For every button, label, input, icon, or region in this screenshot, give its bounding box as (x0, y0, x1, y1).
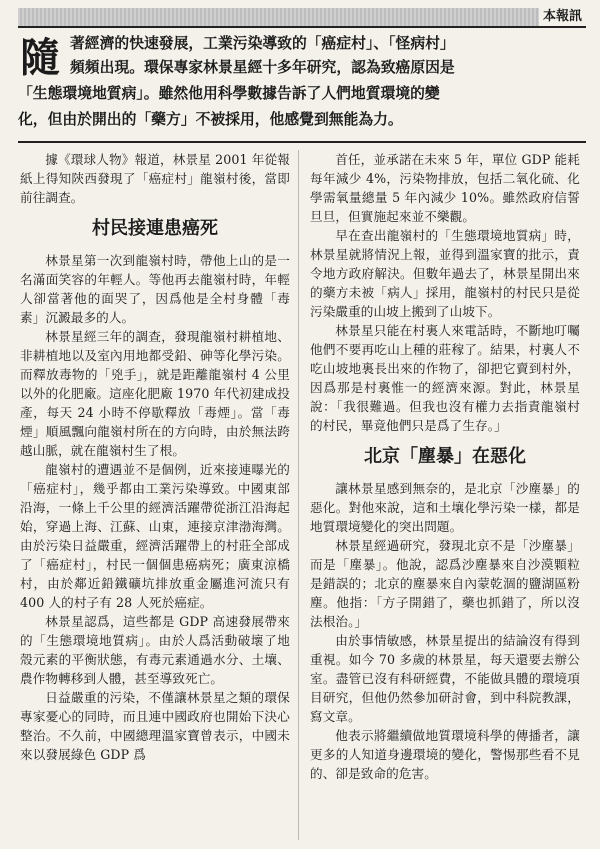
subheading-beijing-duststorm: 北京「塵暴」在惡化 (364, 446, 526, 467)
lead-paragraph (18, 32, 586, 136)
body-paragraph: 首任，並承諾在未來 5 年，單位 GDP 能耗每年減少 4%，污染物排放，包括二氧化硫、化學需氧量總量 5 年內減少 10%。雖然政府信誓旦旦，但實施起來並不樂觀。 (310, 152, 580, 224)
drop-cap: 隨 (20, 35, 60, 81)
column-divider (298, 150, 299, 840)
right-column (310, 150, 580, 840)
body-paragraph: 林景星第一次到龍嶺村時，帶他上山的是一名滿面笑容的年輕人。等他再去龍嶺村時，年輕人卻當著他的面哭了，因爲他是全村身體「毒素」沉澱最多的人。 (20, 253, 290, 325)
lead-line-3: 「生態環境地質病」。雖然他用科學數據告訴了人們地質環境的變 (18, 85, 440, 102)
lead-divider (18, 141, 586, 143)
body-paragraph: 他表示將繼續做地質環境科學的傳播者，讓更多的人知道身邊環境的變化，警惕那些看不見的、卻是致命的危害。 (310, 728, 580, 781)
body-paragraph: 林景星只能在村裏人來電話時，不斷地叮囑他們不要再吃山上種的莊稼了。結果，村裏人不吃山坡地裏長出來的作物了，卻把它賣到村外，因爲那是村裏惟一的經濟來源。對此，林景星說：「我很難過。但我也沒有權力去指責龍嶺村的村民，畢竟他們只是爲了生存。」 (310, 323, 580, 433)
body-paragraph: 據《環球人物》報道，林景星 2001 年從報紙上得知陝西發現了「癌症村」龍嶺村後，當即前往調查。 (20, 152, 290, 205)
section-tag: 本報訊 (539, 8, 586, 26)
header-bar (18, 8, 586, 28)
body-paragraph: 讓林景星感到無奈的，是北京「沙塵暴」的惡化。對他來說，這和土壤化學污染一樣，都是地質環境變化的突出問題。 (310, 481, 580, 534)
left-column (20, 150, 290, 840)
subheading-villagers-cancer: 村民接連患癌死 (92, 218, 218, 239)
lead-line-2: 頻頻出現。環保專家林景星經十多年研究，認為致癌原因是 (70, 59, 455, 76)
body-paragraph: 林景星經過研究，發現北京不是「沙塵暴」而是「塵暴」。他說，認爲沙塵暴來自沙漠顆粒是錯誤的；北京的塵暴來自內蒙乾涸的鹽湖區粉塵。他指：「方子開錯了，藥也抓錯了，所以沒法根治。」 (310, 538, 580, 629)
body-paragraph: 由於事情敏感，林景星提出的結論沒有得到重視。如今 70 多歲的林景星，每天還要去辦公室。盡管已沒有科研經費，不能做具體的環境項目研究，但他仍然參加研討會，到中科院教課，寫文章。 (310, 633, 580, 724)
body-paragraph: 林景星認爲，這些都是 GDP 高速發展帶來的「生態環境地質病」。由於人爲活動破壞了地殼元素的平衡狀態，有毒元素通過水分、土壤、農作物轉移到人體，甚至導致死亡。 (20, 614, 290, 686)
lead-line-1: 著經濟的快速發展，工業污染導致的「癌症村」、「怪病村」 (70, 35, 455, 52)
body-paragraph: 日益嚴重的污染，不僅讓林景星之類的環保專家憂心的同時，而且連中國政府也開始下決心整治。不久前，中國總理溫家寶曾表示，中國未來以發展綠色 GDP 爲 (20, 690, 290, 762)
body-paragraph: 龍嶺村的遭遇並不是個例，近來接連曝光的「癌症村」，幾乎都由工業污染導致。中國東部沿海，一條上千公里的經濟活躍帶從浙江沿海起始，穿過上海、江蘇、山東，連接京津渤海灣。由於污染日益嚴重，經濟活躍帶上的村莊全部成了「癌症村」，村民一個個患癌病死；廣東涼橋村，由於鄰近鉛鐵礦坑排放重金屬進河流只有 400 人的村子有 28 人死於癌症。 (20, 462, 290, 610)
body-paragraph: 林景星經三年的調查，發現龍嶺村耕植地、非耕植地以及室內用地都受鉛、砷等化學污染。而釋放毒物的「兇手」，就是距離龍嶺村 4 公里以外的化肥廠。這座化肥廠 1970 年代初建成投產，每天 24 小時不停歇釋放「毒煙」。當「毒煙」順風飄向龍嶺村所在的方向時，由於無法跨越山脈，就在龍嶺村生了根。 (20, 329, 290, 458)
body-paragraph: 早在查出龍嶺村的「生態環境地質病」時，林景星就將情況上報，並得到溫家寶的批示，責令地方政府解決。但數年過去了，林景星開出來的藥方未被「病人」採用，龍嶺村的村民只是從污染嚴重的山坡上搬到了山坡下。 (310, 228, 580, 319)
lead-line-4: 化，但由於開出的「藥方」不被採用，他感覺到無能為力。 (18, 111, 403, 128)
